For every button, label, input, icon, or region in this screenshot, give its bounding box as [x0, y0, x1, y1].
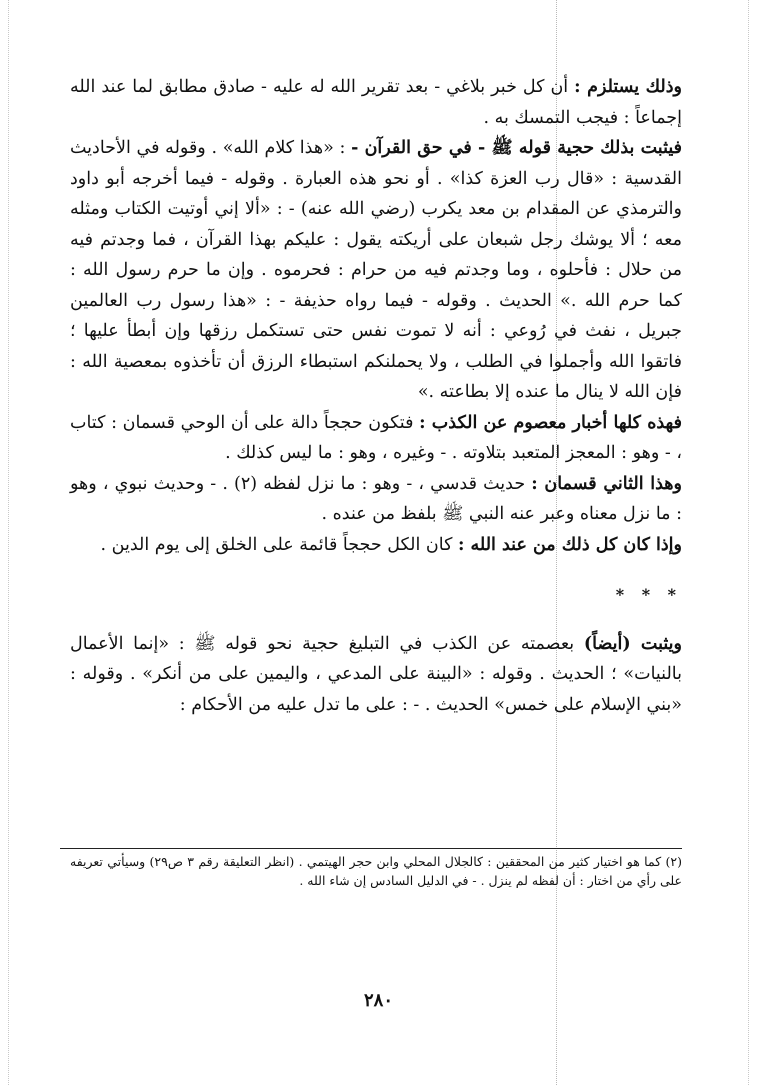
- paragraph-lead: ويثبت (أيضاً): [583, 633, 682, 654]
- section-divider: * * *: [615, 585, 682, 604]
- paragraph-body: بعصمته عن الكذب في التبليغ حجية نحو قوله ﷺ : «إنما الأعمال بالنيات» ؛ الحديث . وقوله : «البينة على المدعي ، واليمين على من أنكر» . وقوله : «بني الإسلام على خمس» الحديث . - : على ما تدل عليه من الأحكام :: [70, 633, 682, 715]
- paragraph-body: : «هذا كلام الله» . وقوله في الأحاديث القدسية : «قال رب العزة كذا» . أو نحو هذه العبارة . وقوله - فيما أخرجه أبو داود والترمذي عن المقدام بن معد يكرب (رضي الله عنه) - : «ألا إني أوتيت الكتاب ومثله معه ؛ ألا يوشك رجل شبعان على أريكته يقول : عليكم بهذا القرآن ، فما وجدتم فيه من حلال : فأحلوه ، وما وجدتم فيه من حرام : فحرموه . وإن ما حرم رسول الله : كما حرم الله .» الحديث . وقوله - فيما رواه حذيفة - : «هذا رسول رب العالمين جبريل ، نفث في رُوعي : أنه لا تموت نفس حتى تستكمل رزقها وإن أبطأ عليها ؛ فاتقوا الله وأجملوا في الطلب ، ولا يحملنكم استبطاء الرزق أن تأخذوه بمعصية الله : فإن الله لا ينال ما عنده إلا بطاعته .»: [70, 138, 682, 402]
- right-edge-dots: [748, 0, 749, 1085]
- paragraph-lead: وذلك يستلزم :: [574, 77, 682, 97]
- left-edge-dots: [8, 0, 9, 1085]
- paragraph-lead: وإذا كان كل ذلك من عند الله :: [457, 534, 682, 555]
- paragraph-1: [70, 72, 682, 133]
- paragraph-6: [70, 629, 682, 721]
- paragraph-4: [70, 469, 682, 530]
- paragraph-3: [70, 408, 682, 469]
- paragraph-lead: فهذه كلها أخبار معصوم عن الكذب :: [419, 412, 682, 433]
- paragraph-body: فتكون حججاً دالة على أن الوحي قسمان : كتاب ، - وهو : المعجز المتعبد بتلاوته . - وغيره ، وهو : ما ليس كذلك .: [70, 412, 682, 463]
- paragraph-lead: فيثبت بذلك حجية قوله ﷺ - في حق القرآن -: [351, 138, 682, 158]
- paragraph-2: [70, 133, 682, 408]
- paragraph-body: أن كل خبر بلاغي - بعد تقرير الله له عليه - صادق مطابق لما عند الله إجماعاً : فيجب التمسك به .: [70, 77, 682, 128]
- paragraph-5: [70, 530, 682, 561]
- page-number: ٢٨٠: [363, 990, 393, 1011]
- paragraph-lead: وهذا الثاني قسمان :: [531, 473, 682, 494]
- main-text: [70, 72, 682, 720]
- footnote: (٢) كما هو اختيار كثير من المحققين : كالجلال المحلي وابن حجر الهيتمي . (انظر التعليقة رقم ٣ ص٢٩) وسيأتي تعريفه على رأي من اختار : أن لفظه لم ينزل . - في الدليل السادس إن شاء الله .: [70, 854, 682, 888]
- paragraph-body: كان الكل حججاً قائمة على الخلق إلى يوم الدين .: [100, 534, 458, 555]
- footnote-separator: [60, 848, 682, 849]
- paragraph-body: حديث قدسي ، - وهو : ما نزل لفظه (٢) . - وحديث نبوي ، وهو : ما نزل معناه وعبر عنه النبي ﷺ بلفظ من عنده .: [70, 473, 682, 524]
